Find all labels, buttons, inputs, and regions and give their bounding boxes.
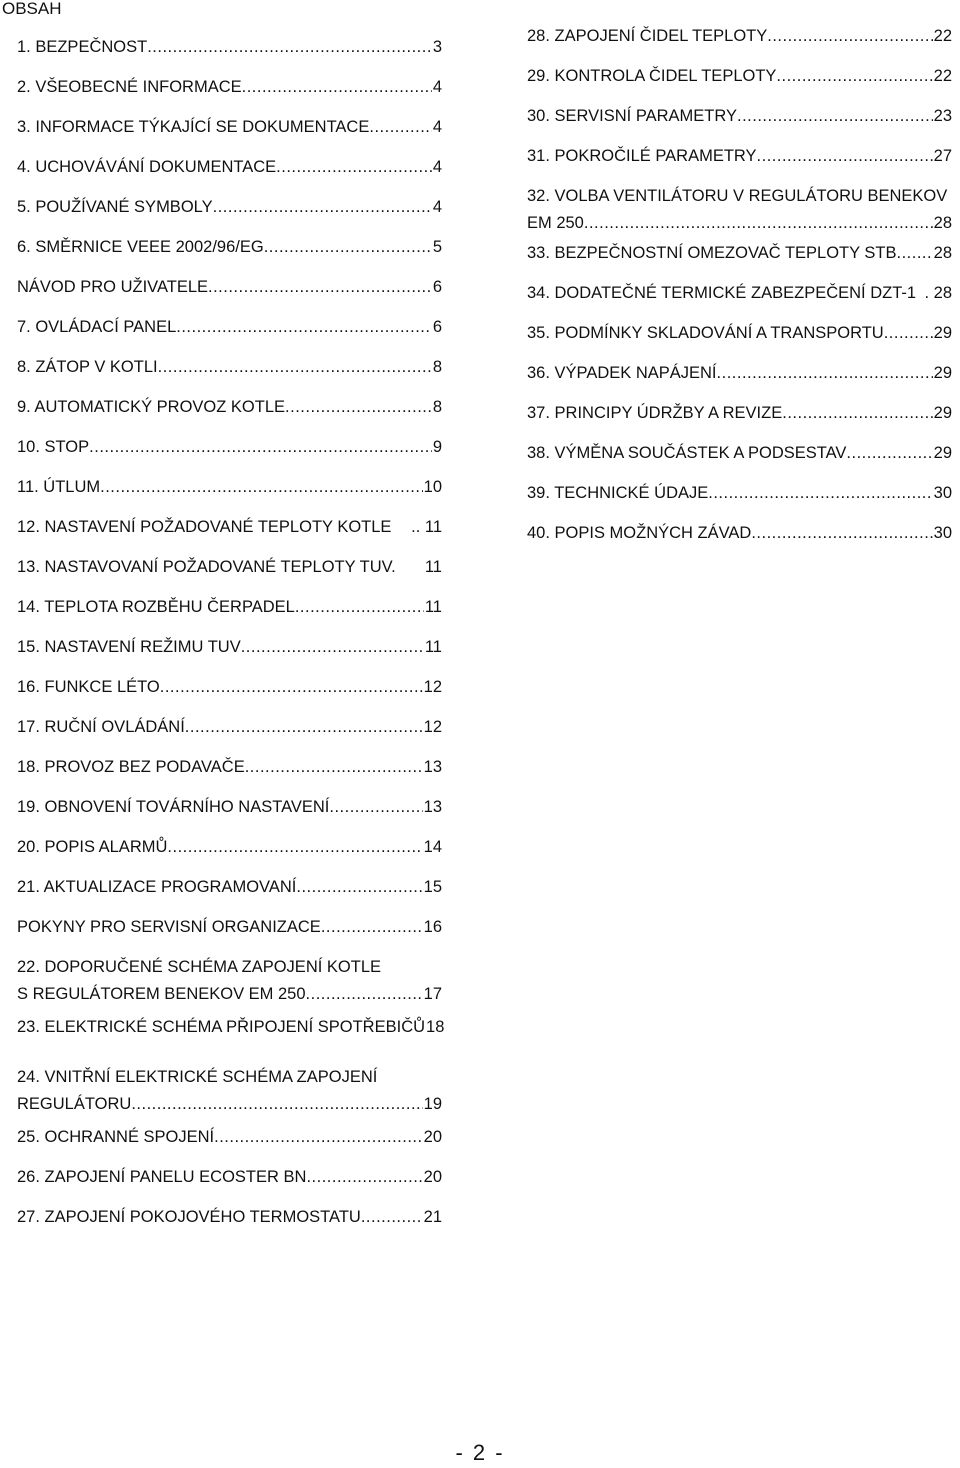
dot-leader <box>296 874 422 901</box>
toc-entry-page: 4 <box>432 158 442 176</box>
toc-entry-page: 23 <box>933 107 952 125</box>
toc-entry-page: 22 <box>933 67 952 85</box>
dot-leader <box>214 1124 423 1151</box>
dot-leader <box>584 210 933 237</box>
toc-entry-title: 22. DOPORUČENÉ SCHÉMA ZAPOJENÍ KOTLE <box>17 958 381 976</box>
toc-entry[interactable] <box>17 594 442 621</box>
toc-entry-title: 30. SERVISNÍ PARAMETRY <box>527 107 737 125</box>
toc-entry-page: 17 <box>423 985 442 1003</box>
toc-entry[interactable] <box>17 34 442 61</box>
toc-entry[interactable] <box>527 63 952 90</box>
toc-entry[interactable] <box>17 1164 442 1191</box>
toc-entry-title: 9. AUTOMATICKÝ PROVOZ KOTLE <box>17 398 286 416</box>
toc-entry[interactable] <box>527 440 952 467</box>
dot-leader <box>369 114 431 141</box>
toc-entry-title: 15. NASTAVENÍ REŽIMU TUV <box>17 638 241 656</box>
toc-entry-page: 4 <box>432 78 442 96</box>
dot-leader <box>213 194 432 221</box>
toc-entry-title: 40. POPIS MOŽNÝCH ZÁVAD <box>527 524 752 542</box>
toc-entry-page: 11 <box>424 558 442 576</box>
toc-entry[interactable] <box>17 1124 442 1151</box>
toc-entry-page: 8 <box>432 358 442 376</box>
toc-entry[interactable] <box>17 754 442 781</box>
toc-entry-page: 11 <box>424 638 442 656</box>
toc-entry-page: 8 <box>432 398 442 416</box>
toc-entry-page: 28 <box>933 214 952 232</box>
dot-leader <box>276 154 432 181</box>
toc-entry[interactable] <box>17 714 442 741</box>
toc-entry-title: 23. ELEKTRICKÉ SCHÉMA PŘIPOJENÍ SPOTŘEBIČŮ <box>17 1018 426 1036</box>
toc-entry[interactable] <box>17 1204 442 1231</box>
toc-entry-title: 2. VŠEOBECNÉ INFORMACE <box>17 78 242 96</box>
toc-entry[interactable] <box>17 474 442 501</box>
toc-entry[interactable] <box>17 394 442 421</box>
toc-entry[interactable] <box>17 834 442 861</box>
toc-entry[interactable] <box>17 674 442 701</box>
toc-entry-page: 14 <box>423 838 442 856</box>
toc-entry[interactable] <box>17 114 442 141</box>
toc-entry-title: 25. OCHRANNÉ SPOJENÍ <box>17 1128 215 1146</box>
toc-entry-page: 16 <box>423 918 442 936</box>
dot-leader <box>185 714 423 741</box>
toc-entry[interactable] <box>527 360 952 387</box>
toc-entry-title: 36. VÝPADEK NAPÁJENÍ <box>527 364 717 382</box>
toc-entry-page: 5 <box>432 238 442 256</box>
dot-leader <box>264 234 432 261</box>
toc-entry-page: 9 <box>432 438 442 456</box>
toc-entry-title: 38. VÝMĚNA SOUČÁSTEK A PODSESTAV <box>527 444 847 462</box>
toc-entry[interactable] <box>527 480 952 507</box>
toc-entry[interactable] <box>17 874 442 901</box>
dot-leader <box>295 594 424 621</box>
toc-entry-page: 27 <box>933 147 952 165</box>
dot-leader <box>147 34 432 61</box>
dot-leader <box>708 480 932 507</box>
toc-entry-title: 8. ZÁTOP V KOTLI <box>17 358 158 376</box>
toc-entry-page: 12 <box>423 718 442 736</box>
toc-entry[interactable] <box>527 400 952 427</box>
dot-leader <box>242 74 432 101</box>
dot-leader <box>245 754 423 781</box>
toc-entry-page: 29 <box>933 404 952 422</box>
toc-entry-page: 29 <box>933 364 952 382</box>
dot-leader <box>717 360 933 387</box>
toc-entry[interactable] <box>527 240 952 267</box>
toc-entry[interactable] <box>17 514 442 541</box>
toc-entry-page: 29 <box>933 444 952 462</box>
dot-leader <box>306 1164 422 1191</box>
toc-entry-page: 12 <box>423 678 442 696</box>
toc-entry-page: 11 <box>424 598 442 616</box>
dot-leader <box>176 314 432 341</box>
toc-entry-page: 10 <box>423 478 442 496</box>
toc-entry[interactable] <box>17 1064 442 1118</box>
toc-entry[interactable] <box>527 183 952 237</box>
toc-entry-title: 11. ÚTLUM <box>17 478 101 496</box>
toc-entry[interactable] <box>17 74 442 101</box>
toc-entry-page: 22 <box>933 27 952 45</box>
page-number: - 2 - <box>455 1440 505 1465</box>
toc-entry[interactable] <box>527 320 952 347</box>
toc-entry-title: 29. KONTROLA ČIDEL TEPLOTY <box>527 67 777 85</box>
dot-leader <box>208 274 432 301</box>
toc-entry[interactable] <box>17 274 442 301</box>
toc-entry-page: 18 <box>426 1018 445 1036</box>
toc-entry-title: 17. RUČNÍ OVLÁDÁNÍ <box>17 718 185 736</box>
toc-entry-title: 14. TEPLOTA ROZBĚHU ČERPADEL <box>17 598 295 616</box>
toc-entry-title: 21. AKTUALIZACE PROGRAMOVANÍ <box>17 878 297 896</box>
dot-leader <box>884 320 933 347</box>
toc-entry[interactable] <box>527 280 952 307</box>
toc-entry[interactable] <box>17 954 442 1008</box>
dot-leader <box>167 834 422 861</box>
toc-entry-title: 5. POUŽÍVANÉ SYMBOLY <box>17 198 213 216</box>
toc-entry[interactable] <box>17 354 442 381</box>
dot-leader <box>361 1204 423 1231</box>
toc-entry[interactable] <box>17 234 442 261</box>
toc-entry-title-continued: REGULÁTORU <box>17 1095 132 1113</box>
toc-entry-title: 35. PODMÍNKY SKLADOVÁNÍ A TRANSPORTU <box>527 324 884 342</box>
dot-leader <box>846 440 932 467</box>
toc-entry-page: 30 <box>933 524 952 542</box>
dot-leader <box>767 23 932 50</box>
toc-heading: OBSAH <box>2 0 62 18</box>
toc-entry[interactable] <box>17 794 442 821</box>
toc-entry-title: 10. STOP <box>17 438 90 456</box>
toc-entry[interactable] <box>527 23 952 50</box>
toc-entry[interactable] <box>17 314 442 341</box>
toc-entry-title: 18. PROVOZ BEZ PODAVAČE <box>17 758 245 776</box>
toc-entry-page: 3 <box>432 38 442 56</box>
toc-entry-page: 20 <box>423 1128 442 1146</box>
toc-entry-page: 19 <box>423 1095 442 1113</box>
toc-entry-title: 28. ZAPOJENÍ ČIDEL TEPLOTY <box>527 27 768 45</box>
toc-entry-title: 6. SMĚRNICE VEEE 2002/96/EG <box>17 238 264 256</box>
toc-entry-page: 28 <box>933 244 952 262</box>
toc-entry-title-continued: S REGULÁTOREM BENEKOV EM 250 <box>17 985 306 1003</box>
toc-entry-page: 20 <box>423 1168 442 1186</box>
toc-entry-page: 30 <box>933 484 952 502</box>
toc-entry-page: 13 <box>423 798 442 816</box>
toc-entry[interactable] <box>17 154 442 181</box>
dot-leader <box>131 1091 422 1118</box>
toc-entry-page: 6 <box>432 318 442 336</box>
toc-entry-title: 1. BEZPEČNOST <box>17 38 148 56</box>
dot-leader <box>100 474 423 501</box>
toc-entry-page: 4 <box>432 198 442 216</box>
dot-leader <box>241 634 424 661</box>
dot-leader <box>751 520 932 547</box>
toc-entry-title: 20. POPIS ALARMŮ <box>17 838 168 856</box>
dot-leader <box>321 914 423 941</box>
toc-entry-page: . 28 <box>924 284 952 302</box>
toc-entry-page: 4 <box>432 118 442 136</box>
toc-entry-title: 37. PRINCIPY ÚDRŽBY A REVIZE <box>527 404 783 422</box>
toc-entry[interactable] <box>17 434 442 461</box>
toc-entry-title: 4. UCHOVÁVÁNÍ DOKUMENTACE <box>17 158 277 176</box>
dot-leader <box>160 674 423 701</box>
dot-leader <box>757 143 933 170</box>
toc-entry-title: 34. DODATEČNÉ TERMICKÉ ZABEZPEČENÍ DZT-1 <box>527 284 917 302</box>
dot-leader <box>306 981 423 1008</box>
toc-entry-page: 15 <box>423 878 442 896</box>
toc-entry-title: 24. VNITŘNÍ ELEKTRICKÉ SCHÉMA ZAPOJENÍ <box>17 1068 378 1086</box>
toc-entry[interactable] <box>17 914 442 941</box>
toc-entry[interactable] <box>527 520 952 547</box>
toc-entry[interactable] <box>527 103 952 130</box>
toc-entry[interactable] <box>17 634 442 661</box>
toc-entry-title: 3. INFORMACE TÝKAJÍCÍ SE DOKUMENTACE <box>17 118 370 136</box>
toc-entry-title: 39. TECHNICKÉ ÚDAJE <box>527 484 709 502</box>
dot-leader <box>782 400 932 427</box>
dot-leader <box>158 354 432 381</box>
toc-entry[interactable] <box>17 554 442 581</box>
toc-entry[interactable] <box>527 143 952 170</box>
toc-entry-title: NÁVOD PRO UŽIVATELE <box>17 278 209 296</box>
toc-entry-title: 26. ZAPOJENÍ PANELU ECOSTER BN <box>17 1168 307 1186</box>
toc-entry-title: 33. BEZPEČNOSTNÍ OMEZOVAČ TEPLOTY STB <box>527 244 897 262</box>
dot-leader <box>89 434 432 461</box>
toc-entry-title: 13. NASTAVOVANÍ POŽADOVANÉ TEPLOTY TUV. <box>17 558 396 576</box>
dot-leader <box>285 394 432 421</box>
toc-entry-title: POKYNY PRO SERVISNÍ ORGANIZACE <box>17 918 321 936</box>
toc-entry[interactable] <box>17 1014 445 1041</box>
dot-leader <box>737 103 933 130</box>
dot-leader <box>329 794 422 821</box>
toc-entry-title: 19. OBNOVENÍ TOVÁRNÍHO NASTAVENÍ <box>17 798 330 816</box>
toc-entry-title: 16. FUNKCE LÉTO <box>17 678 160 696</box>
dot-leader <box>776 63 932 90</box>
toc-entry-page: .. 11 <box>411 518 442 536</box>
dot-leader <box>897 240 933 267</box>
toc-entry-title: 27. ZAPOJENÍ POKOJOVÉHO TERMOSTATU <box>17 1208 361 1226</box>
toc-entry-title-continued: EM 250 <box>527 214 584 232</box>
toc-entry-page: 29 <box>933 324 952 342</box>
toc-entry-title: 31. POKROČILÉ PARAMETRY <box>527 147 757 165</box>
toc-entry-title: 7. OVLÁDACÍ PANEL <box>17 318 177 336</box>
toc-entry-page: 6 <box>432 278 442 296</box>
toc-entry-title: 12. NASTAVENÍ POŽADOVANÉ TEPLOTY KOTLE <box>17 518 392 536</box>
toc-entry-page: 13 <box>423 758 442 776</box>
toc-entry[interactable] <box>17 194 442 221</box>
toc-entry-title: 32. VOLBA VENTILÁTORU V REGULÁTORU BENEKOV <box>527 187 948 205</box>
toc-entry-page: 21 <box>423 1208 442 1226</box>
